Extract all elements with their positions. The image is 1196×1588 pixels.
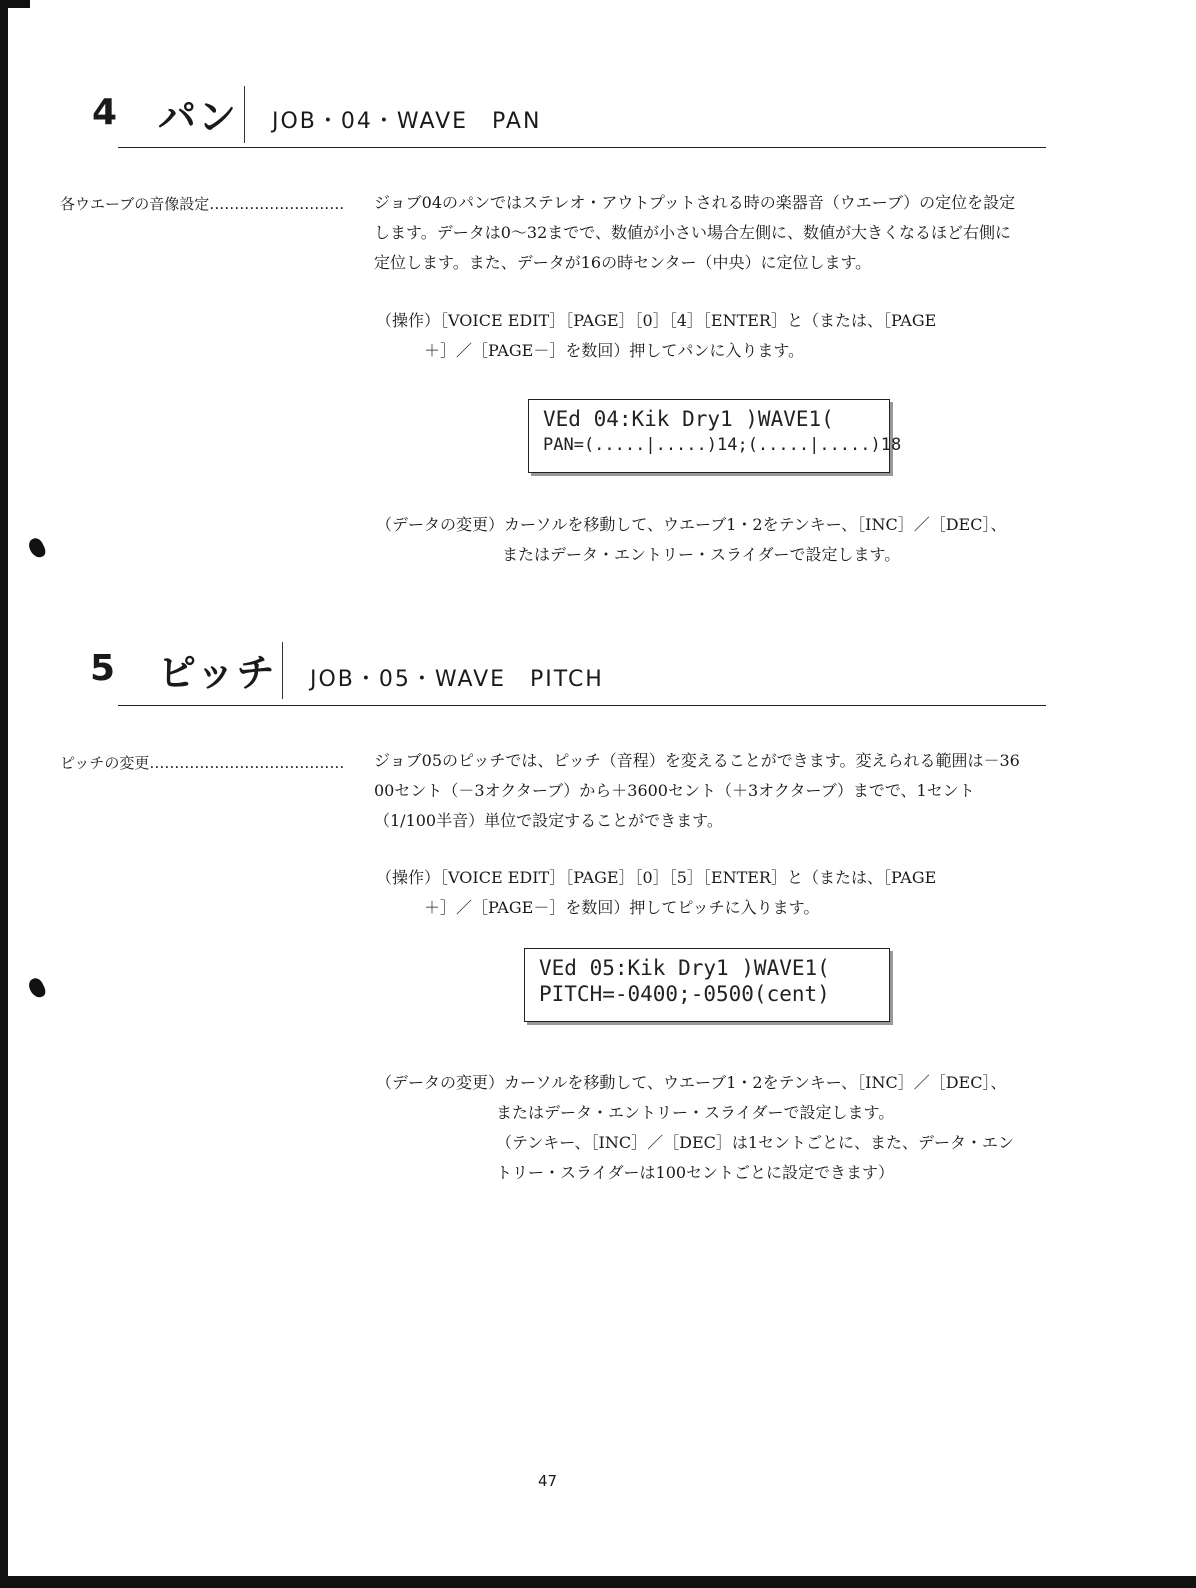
data-change-line: （テンキー、［INC］／［DEC］は1セントごとに、また、データ・エン	[496, 1133, 1015, 1152]
description-line: ジョブ04のパンではステレオ・アウトプットされる時の楽器音（ウエーブ）の定位を設定	[374, 193, 1016, 212]
data-change-line: （データの変更）カーソルを移動して、ウエーブ1・2をテンキー、［INC］／［DEC］、	[376, 1073, 1007, 1092]
punch-hole-mark	[26, 536, 47, 560]
page-edge-top	[0, 0, 30, 8]
section-job-label: JOB・04・WAVE PAN	[272, 109, 542, 134]
section-job-label: JOB・05・WAVE PITCH	[310, 667, 604, 692]
data-change-line: またはデータ・エントリー・スライダーで設定します。	[496, 1103, 895, 1122]
operation-line: （操作）［VOICE EDIT］［PAGE］［0］［5］［ENTER］と（または、［PAGE	[376, 868, 937, 887]
operation-instructions	[376, 306, 1066, 366]
lcd-line: PAN=(.....|.....)14;(.....|.....)18	[543, 435, 902, 455]
description-line: ジョブ05のピッチでは、ピッチ（音程）を変えることができます。変えられる範囲は－36	[374, 751, 1020, 770]
section-title: パン	[150, 86, 245, 143]
operation-line: ＋］／［PAGE－］を数回）押してピッチに入ります。	[424, 898, 820, 917]
data-change-instructions	[376, 510, 1066, 570]
lcd-line: VEd 04:Kik Dry1 )WAVE1(	[543, 407, 834, 431]
section-rule	[118, 147, 1046, 148]
description-line: 定位します。また、データが16の時センター（中央）に定位します。	[374, 253, 872, 272]
data-change-instructions	[376, 1068, 1066, 1188]
section-number: 4	[92, 92, 118, 133]
page-number: 47	[538, 1472, 558, 1490]
description-paragraph	[374, 746, 1064, 836]
side-label: 各ウエーブの音像設定………………………	[60, 195, 345, 213]
section-rule	[118, 705, 1046, 706]
description-line: します。データは0～32までで、数値が小さい場合左側に、数値が大きくなるほど右側に	[374, 223, 1011, 242]
section-title: ピッチ	[150, 642, 283, 699]
page-edge-left	[0, 0, 8, 1588]
description-paragraph	[374, 188, 1064, 278]
lcd-display	[528, 399, 902, 473]
operation-instructions	[376, 863, 1066, 923]
data-change-line: （データの変更）カーソルを移動して、ウエーブ1・2をテンキー、［INC］／［DEC］、	[376, 515, 1007, 534]
data-change-line: またはデータ・エントリー・スライダーで設定します。	[502, 545, 901, 564]
side-label: ピッチの変更…………………………………	[60, 754, 345, 772]
lcd-line: PITCH=-0400;-0500(cent)	[539, 982, 830, 1006]
lcd-line: VEd 05:Kik Dry1 )WAVE1(	[539, 956, 830, 980]
page-edge-bottom	[0, 1576, 1196, 1588]
operation-line: ＋］／［PAGE－］を数回）押してパンに入ります。	[424, 341, 805, 360]
operation-line: （操作）［VOICE EDIT］［PAGE］［0］［4］［ENTER］と（または、［PAGE	[376, 311, 937, 330]
data-change-line: トリー・スライダーは100セントごとに設定できます）	[496, 1163, 895, 1182]
description-line: 00セント（－3オクターブ）から＋3600セント（＋3オクターブ）までで、1セント	[374, 781, 975, 800]
punch-hole-mark	[26, 976, 47, 1000]
lcd-display	[524, 948, 890, 1022]
description-line: （1/100半音）単位で設定することができます。	[374, 811, 723, 830]
section-number: 5	[90, 648, 116, 689]
